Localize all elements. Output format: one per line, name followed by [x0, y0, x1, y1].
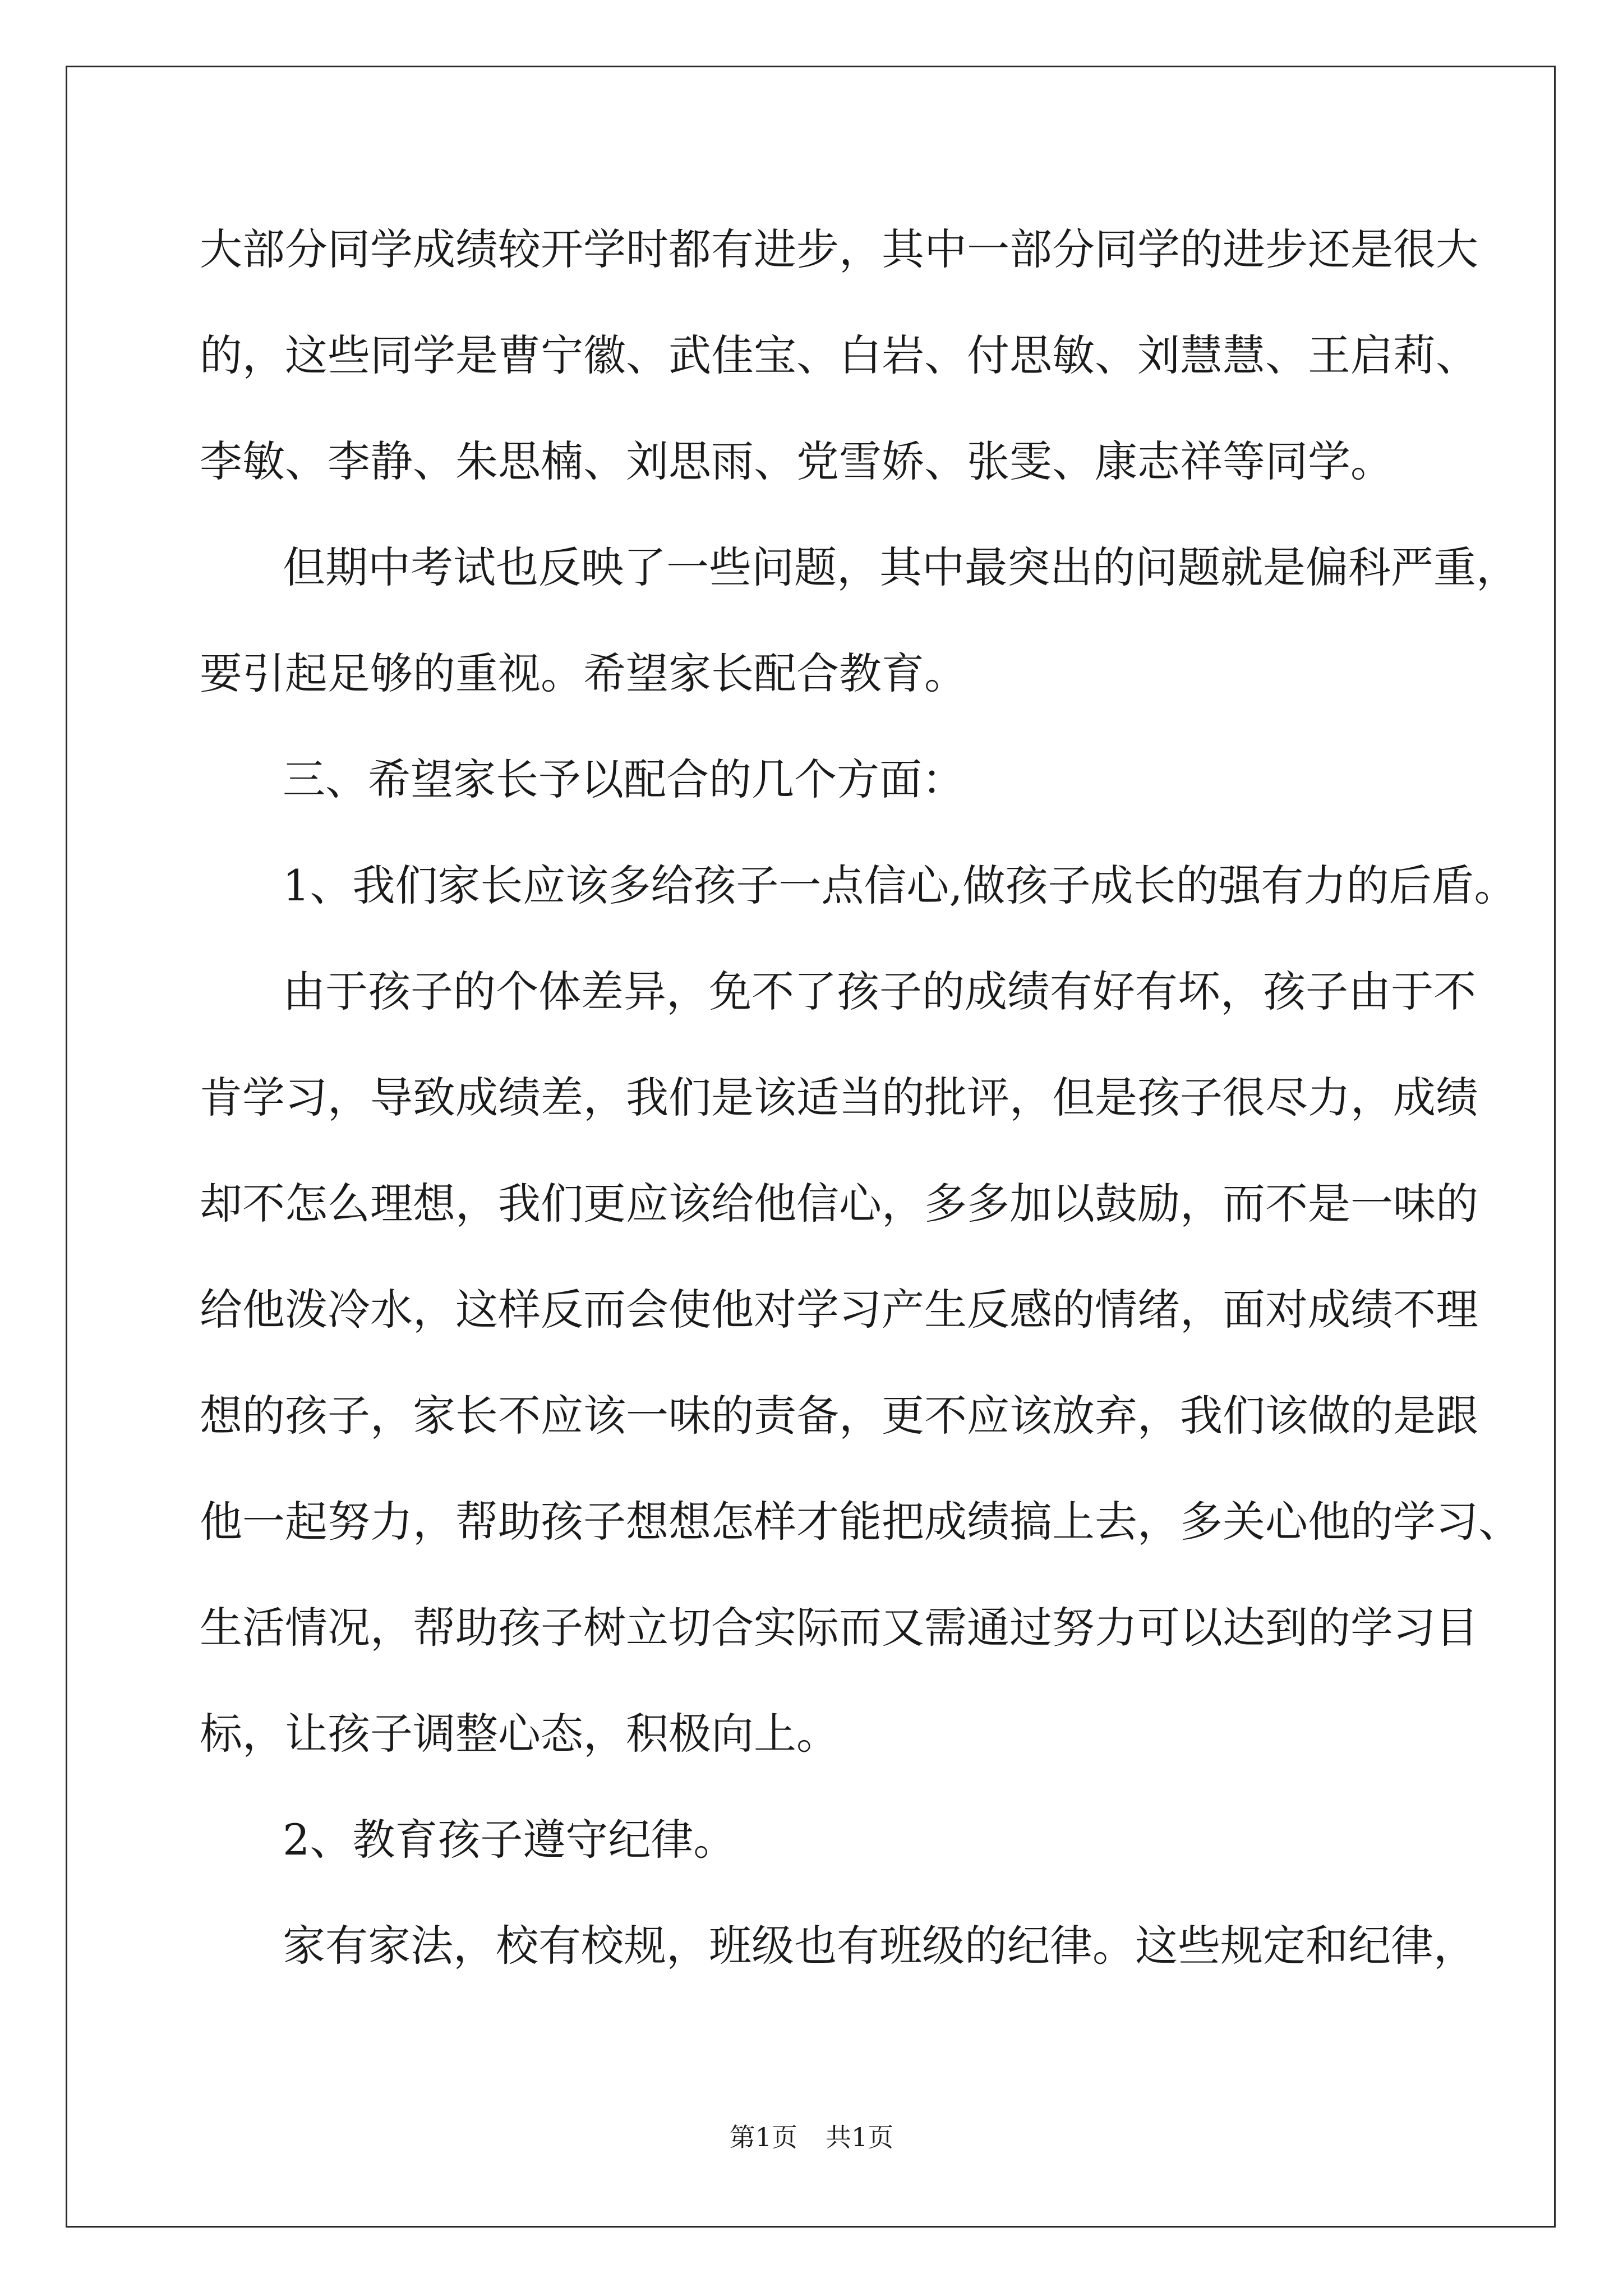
page-footer: [0, 2120, 1623, 2154]
section-heading: 三、希望家长予以配合的几个方面：: [283, 754, 965, 804]
text-line: 李敏、李静、朱思楠、刘思雨、党雪娇、张雯、康志祥等同学。: [200, 436, 1393, 486]
document-body: [200, 208, 1521, 2010]
text-line: 肯学习，导致成绩差，我们是该适当的批评，但是孩子很尽力，成绩: [200, 1073, 1478, 1122]
text-line: 家有家法，校有校规，班级也有班级的纪律。这些规定和纪律，: [283, 1921, 1476, 1971]
text-line: 想的孩子，家长不应该一味的责备，更不应该放弃，我们该做的是跟: [200, 1391, 1478, 1441]
text-line: 要引起足够的重视。希望家长配合教育。: [200, 648, 967, 698]
page-total: 共1页: [826, 2122, 894, 2152]
page-number: 第1页: [729, 2122, 797, 2152]
text-line: 给他泼冷水，这样反而会使他对学习产生反感的情绪，面对成绩不理: [200, 1285, 1478, 1335]
text-line: 大部分同学成绩较开学时都有进步，其中一部分同学的进步还是很大: [200, 224, 1478, 274]
text-line: 由于孩子的个体差异，免不了孩子的成绩有好有坏，孩子由于不: [283, 967, 1476, 1016]
text-line: 标，让孩子调整心态，积极向上。: [200, 1709, 839, 1759]
list-item-heading: 1、我们家长应该多给孩子一点信心,做孩子成长的强有力的后盾。: [283, 861, 1517, 910]
list-item-heading: 2、教育孩子遵守纪律。: [283, 1815, 736, 1865]
text-line: 他一起努力，帮助孩子想想怎样才能把成绩搞上去，多关心他的学习、: [200, 1497, 1521, 1547]
text-line: 生活情况，帮助孩子树立切合实际而又需通过努力可以达到的学习目: [200, 1603, 1478, 1653]
text-line: 却不怎么理想，我们更应该给他信心，多多加以鼓励，而不是一味的: [200, 1179, 1478, 1228]
text-line: 的，这些同学是曹宁徽、武佳宝、白岩、付思敏、刘慧慧、王启莉、: [200, 330, 1478, 380]
text-line: 但期中考试也反映了一些问题，其中最突出的问题就是偏科严重，: [283, 542, 1519, 592]
